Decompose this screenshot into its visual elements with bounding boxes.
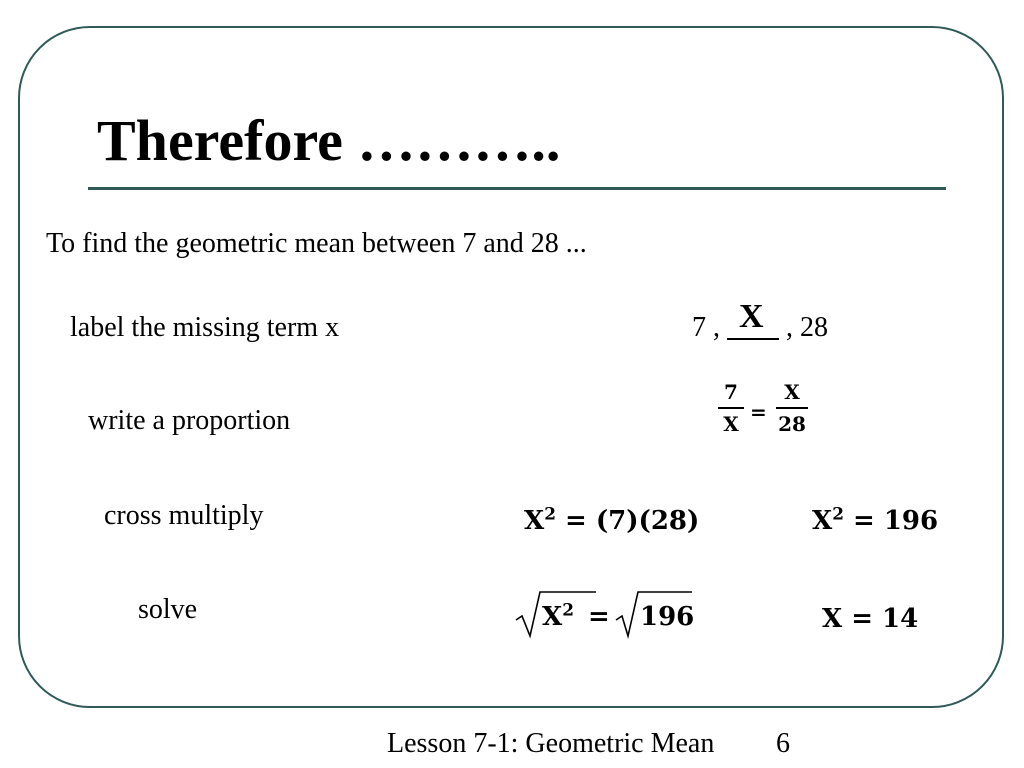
fraction-left	[718, 380, 744, 436]
intro-text: To find the geometric mean between 7 and 28 ...	[46, 228, 587, 259]
cmr-rhs: = 196	[843, 506, 939, 536]
fraction-left-bar	[718, 407, 744, 409]
solve-radicand-right: 196	[640, 602, 695, 632]
step-label-solve: solve	[138, 594, 198, 625]
blank-underline	[727, 338, 779, 340]
step-label-missing-term: label the missing term x	[70, 312, 340, 343]
fraction-left-denominator: X	[723, 412, 739, 436]
slide-title: Therefore ………..	[97, 108, 561, 173]
fraction-left-numerator: 7	[724, 380, 738, 404]
cm-rhs: = (7)(28)	[555, 506, 700, 536]
cmr-base: X	[812, 506, 833, 536]
step-label-cross-multiply: cross multiply	[104, 500, 264, 531]
page-number: 6	[776, 728, 790, 759]
sequence-missing-term: X	[739, 298, 764, 335]
proportion-equals: =	[750, 400, 767, 424]
title-underline	[88, 187, 946, 190]
cm-exponent: 2	[544, 503, 556, 524]
solve-base: X	[542, 602, 563, 632]
sequence-blank	[727, 298, 779, 342]
fraction-right	[776, 380, 808, 436]
sequence-first: 7 ,	[692, 312, 720, 343]
solve-answer: X = 14	[822, 604, 919, 634]
solve-radicand-left	[542, 599, 574, 632]
cmr-exponent: 2	[832, 503, 844, 524]
step-label-proportion: write a proportion	[88, 405, 291, 436]
fraction-right-denominator: 28	[778, 412, 806, 436]
fraction-right-numerator: X	[784, 380, 800, 404]
cross-multiply-equation	[524, 503, 700, 536]
fraction-right-bar	[776, 407, 808, 409]
solve-equals: =	[588, 602, 610, 632]
cross-multiply-result	[812, 503, 939, 536]
sequence	[692, 298, 828, 343]
footer-lesson: Lesson 7-1: Geometric Mean	[387, 728, 715, 759]
solve-exponent: 2	[562, 599, 574, 620]
sequence-last: , 28	[786, 312, 828, 343]
cm-lhs-base: X	[524, 506, 545, 536]
